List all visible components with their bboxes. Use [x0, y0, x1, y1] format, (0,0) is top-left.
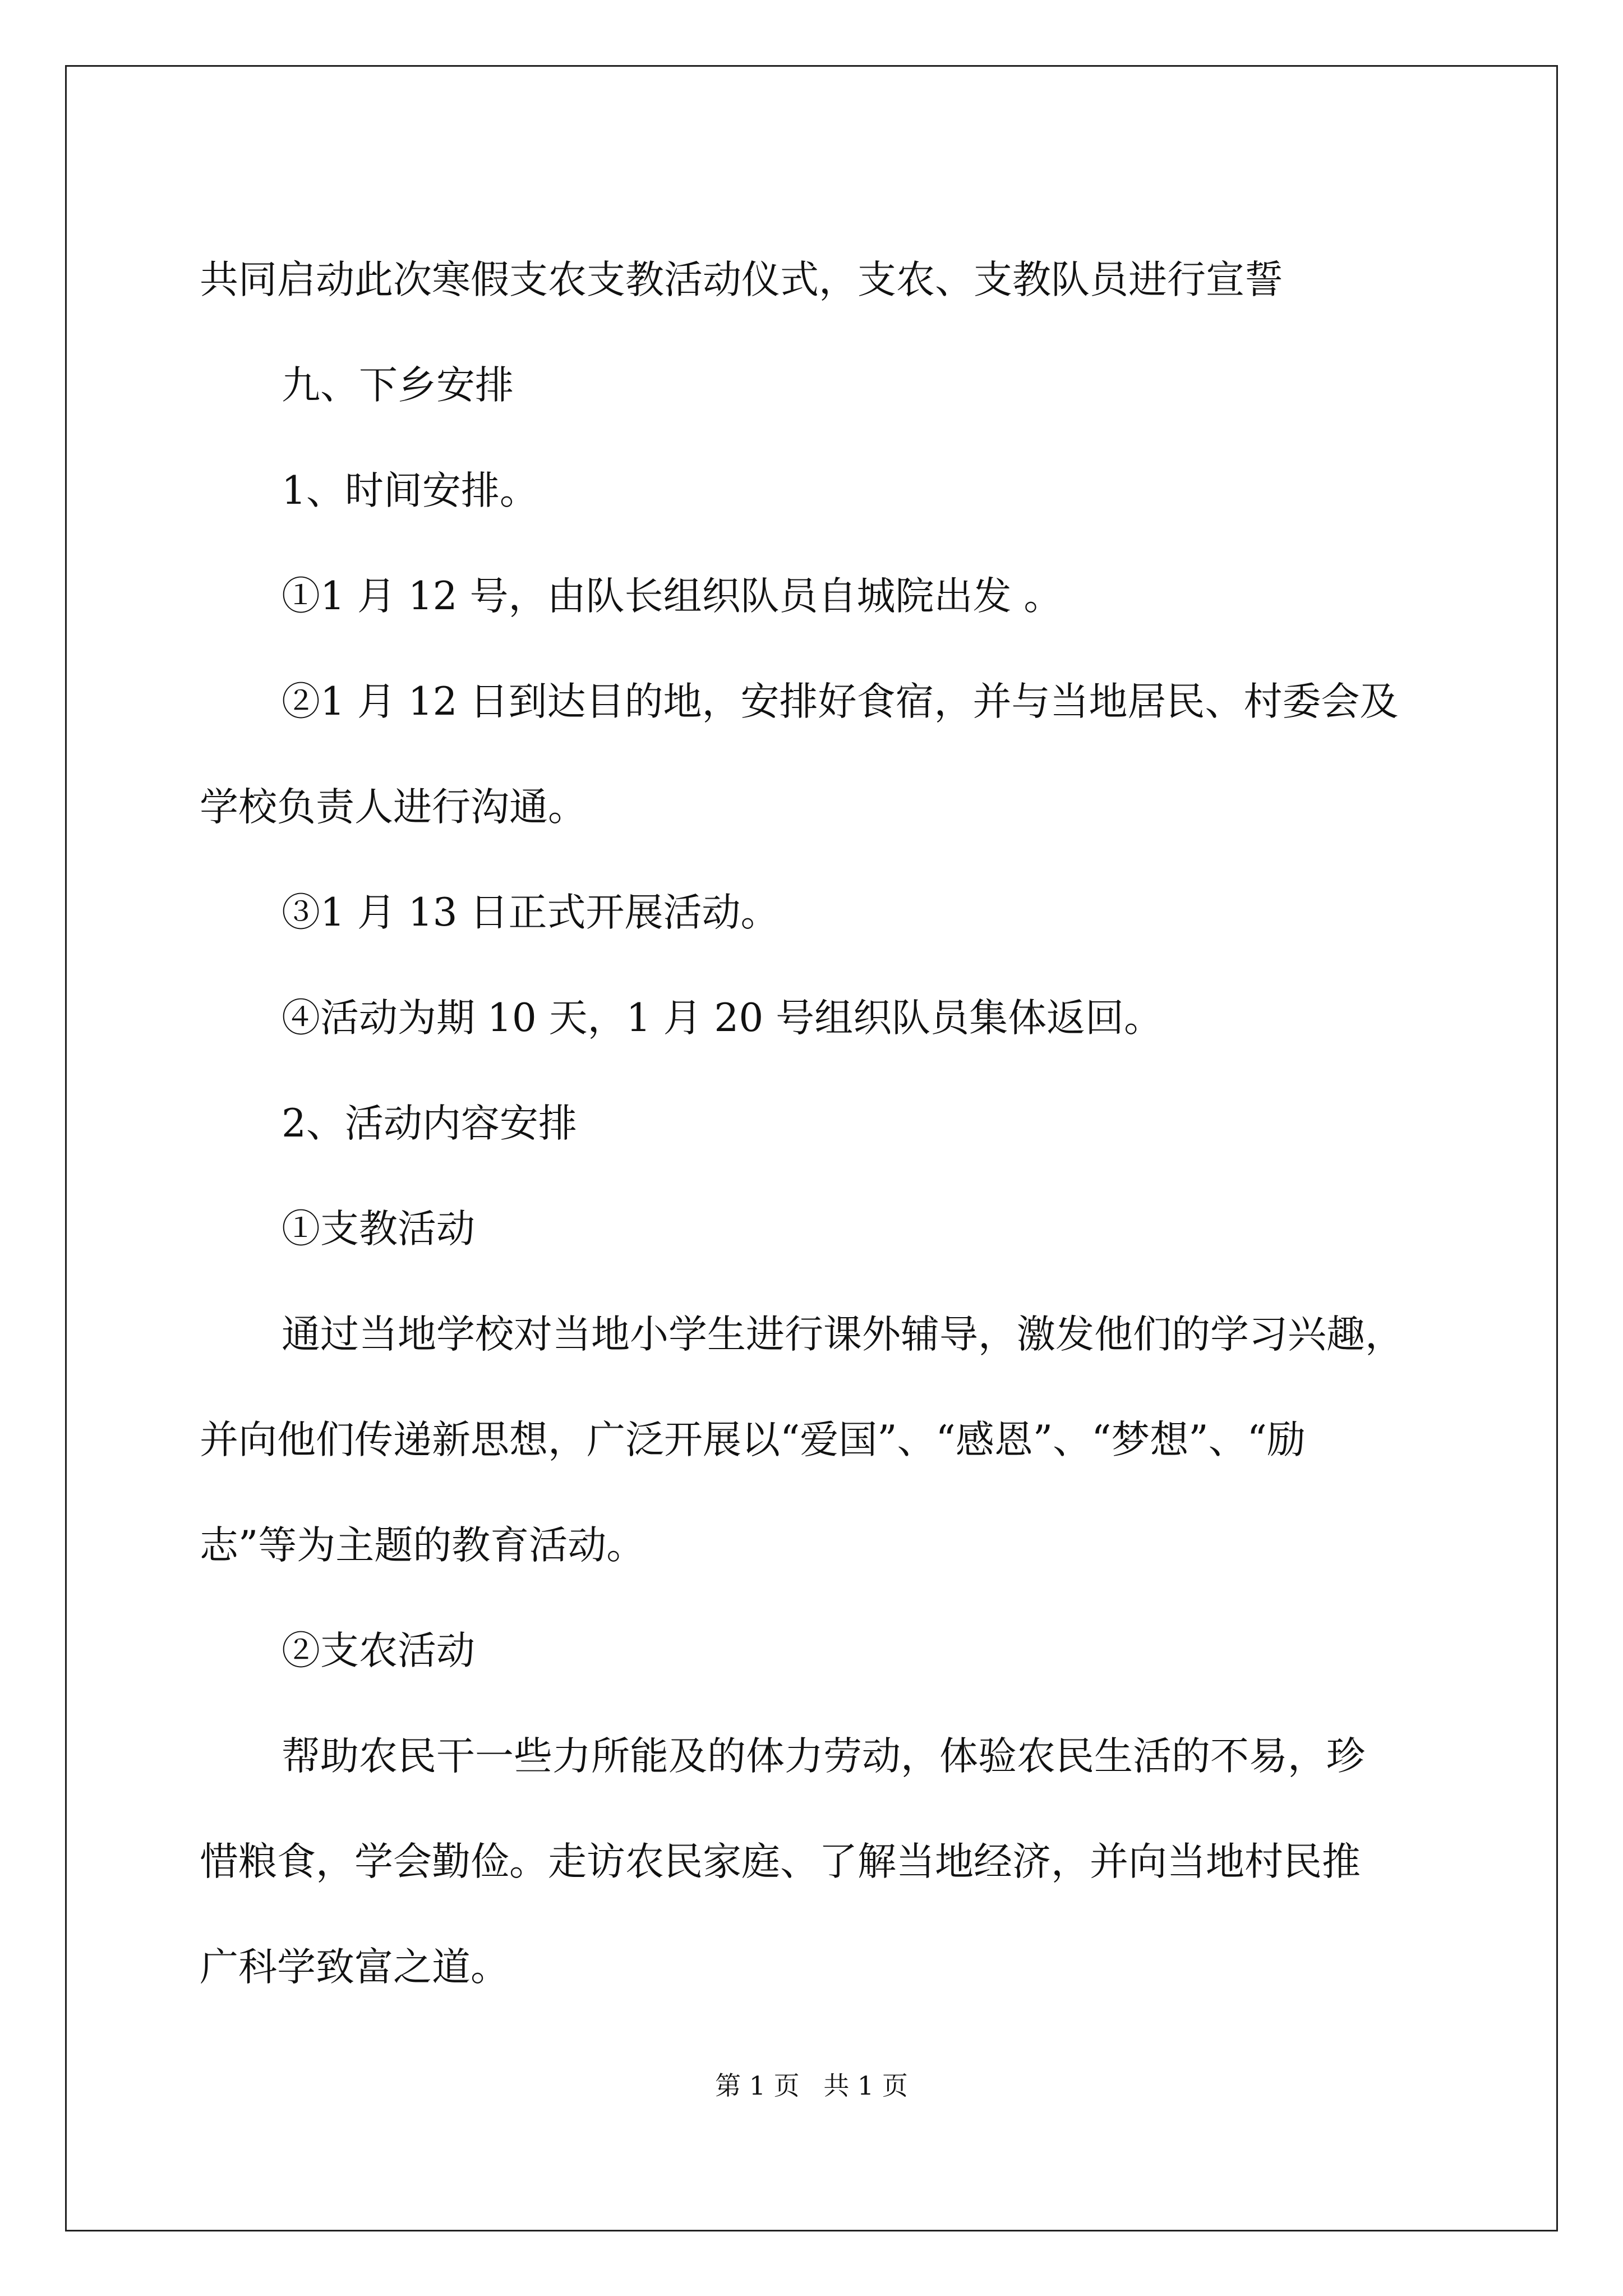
activity-farming-text-2: 惜粮食，学会勤俭。走访农民家庭、了解当地经济，并向当地村民推: [200, 1839, 1361, 1884]
activity-teaching-text-3: 志”等为主题的教育活动。: [200, 1523, 645, 1568]
activity-farming-text-3: 广科学致富之道。: [200, 1945, 509, 1990]
activity-farming-text-1: 帮助农民干一些力所能及的体力劳动，体验农民生活的不易，珍: [282, 1734, 1365, 1779]
schedule-item-2: ②1 月 12 日到达目的地，安排好食宿，并与当地居民、村委会及: [282, 679, 1399, 724]
paragraph-0: 共同启动此次寒假支农支教活动仪式，支农、支教队员进行宣誓: [200, 257, 1283, 302]
document-body: [200, 227, 1467, 2020]
section-heading-9: 九、下乡安排: [282, 363, 514, 408]
activity-teaching-text-2: 并向他们传递新思想，广泛开展以“爱国”、“感恩”、“梦想”、“励: [200, 1418, 1306, 1462]
schedule-item-4: ④活动为期 10 天，1 月 20 号组织队员集体返回。: [282, 996, 1163, 1041]
schedule-item-2-continued: 学校负责人进行沟通。: [200, 785, 587, 830]
activity-teaching-text-1: 通过当地学校对当地小学生进行课外辅导，激发他们的学习兴趣，: [282, 1312, 1404, 1357]
subheading-time-schedule: 1、时间安排。: [282, 468, 538, 513]
subheading-activity-content: 2、活动内容安排: [282, 1101, 577, 1146]
activity-teaching-title: ①支教活动: [282, 1207, 475, 1251]
activity-farming-title: ②支农活动: [282, 1628, 475, 1673]
page-number-current: 第 1 页: [715, 2070, 800, 2101]
schedule-item-3: ③1 月 13 日正式开展活动。: [282, 890, 780, 935]
page-footer: [0, 2069, 1623, 2102]
schedule-item-1: ①1 月 12 号，由队长组织队员自城院出发 。: [282, 574, 1063, 619]
page-number-total: 共 1 页: [823, 2070, 908, 2101]
